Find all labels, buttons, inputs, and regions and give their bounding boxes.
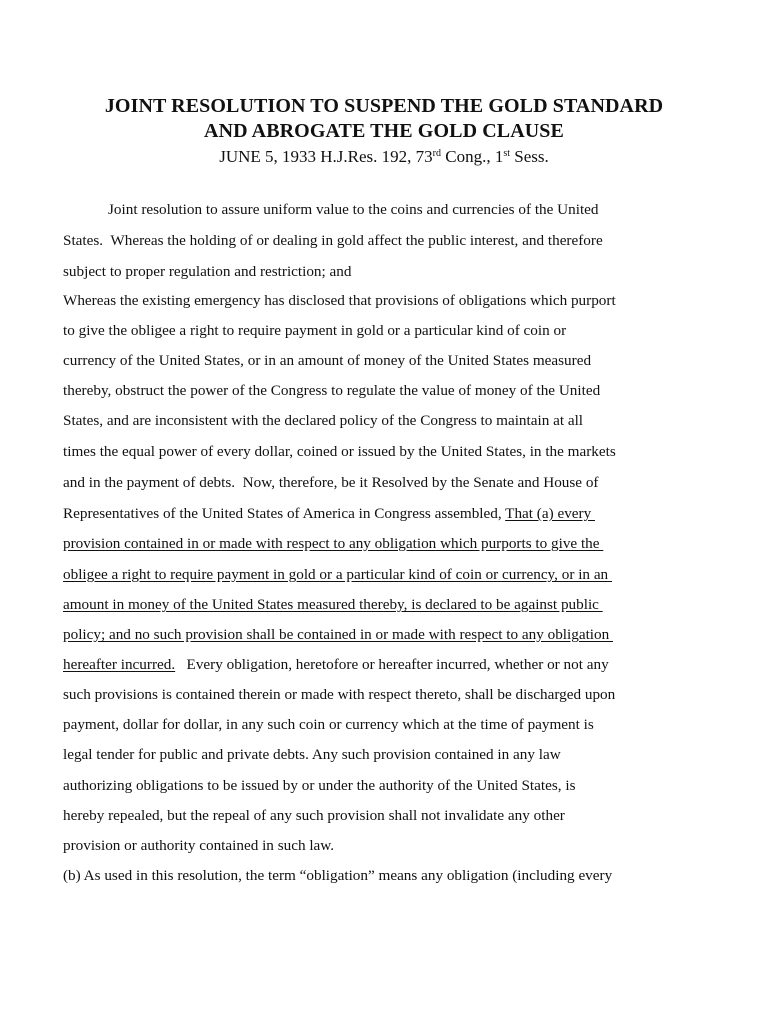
body-line (63, 655, 609, 675)
body-text: Joint resolution to assure uniform value to the coins and currencies of the United (108, 201, 599, 218)
body-line (63, 442, 616, 462)
body-text: States, and are inconsistent with the declared policy of the Congress to maintain at all (63, 412, 584, 429)
body-line (63, 866, 612, 886)
body-text: hereby repealed, but the repeal of any such provision shall not invalidate any other (63, 807, 565, 824)
body-text: States. Whereas the holding of or dealing in gold affect the public interest, and therefore (63, 232, 603, 249)
body-text: (b) As used in this resolution, the term “obligation” means any obligation (including every (63, 867, 613, 884)
body-text: payment, dollar for dollar, in any such coin or currency which at the time of payment is (63, 716, 594, 733)
body-line (63, 473, 599, 493)
body-line (63, 836, 334, 856)
body-line (63, 291, 616, 311)
subtitle-date-citation: JUNE 5, 1933 H.J.Res. 192, 73 (219, 147, 433, 166)
body-text: thereby, obstruct the power of the Congress to regulate the value of money of the United (63, 382, 601, 399)
body-line (63, 381, 600, 401)
subtitle-ordinal-rd: rd (432, 148, 442, 159)
underlined-resolution-text: provision contained in or made with respect to any obligation which purports to give the (63, 535, 604, 552)
body-line (63, 565, 612, 585)
document-title-line-1: JOINT RESOLUTION TO SUSPEND THE GOLD STANDARD (104, 95, 664, 117)
underlined-resolution-text: obligee a right to require payment in gold or a particular kind of coin or currency, or in an (63, 566, 612, 583)
underlined-resolution-text: amount in money of the United States measured thereby, is declared to be against public (63, 596, 603, 613)
body-line (63, 534, 603, 554)
body-text: subject to proper regulation and restriction; and (63, 263, 352, 280)
body-text: times the equal power of every dollar, coined or issued by the United States, in the markets (63, 443, 616, 460)
body-line (63, 776, 576, 796)
body-text: Every obligation, heretofore or hereafter incurred, whether or not any (175, 656, 609, 673)
body-line (63, 685, 615, 705)
body-line (63, 321, 566, 341)
body-line (63, 715, 594, 735)
body-line (63, 595, 603, 615)
document-title-line-2: AND ABROGATE THE GOLD CLAUSE (204, 120, 564, 142)
body-text: Representatives of the United States of America in Congress assembled, (63, 505, 506, 522)
underlined-resolution-text: That (a) every (505, 505, 595, 522)
body-text: legal tender for public and private debts. Any such provision contained in any law (63, 746, 561, 763)
body-line (63, 745, 561, 765)
body-text: and in the payment of debts. Now, therefore, be it Resolved by the Senate and House of (63, 474, 599, 491)
body-line (63, 625, 613, 645)
document-subtitle (0, 146, 768, 168)
subtitle-ordinal-st: st (503, 148, 511, 159)
subtitle-session: Sess. (510, 147, 549, 166)
body-text: authorizing obligations to be issued by or under the authority of the United States, is (63, 777, 576, 794)
body-line (108, 200, 599, 220)
body-line (63, 351, 591, 371)
body-text: to give the obligee a right to require payment in gold or a particular kind of coin or (63, 322, 567, 339)
underlined-resolution-text: policy; and no such provision shall be contained in or made with respect to any obligation (63, 626, 614, 643)
body-line (63, 411, 583, 431)
subtitle-congress: Cong., 1 (441, 147, 504, 166)
body-line (63, 231, 603, 251)
body-text: Whereas the existing emergency has disclosed that provisions of obligations which purport (63, 292, 616, 309)
body-text: currency of the United States, or in an amount of money of the United States measured (63, 352, 592, 369)
body-line (63, 806, 565, 826)
body-text: provision or authority contained in such law. (63, 837, 335, 854)
body-line (63, 504, 595, 524)
body-line (63, 262, 351, 282)
body-text: such provisions is contained therein or made with respect thereto, shall be discharged upon (63, 686, 616, 703)
underlined-resolution-text: hereafter incurred. (63, 656, 176, 673)
